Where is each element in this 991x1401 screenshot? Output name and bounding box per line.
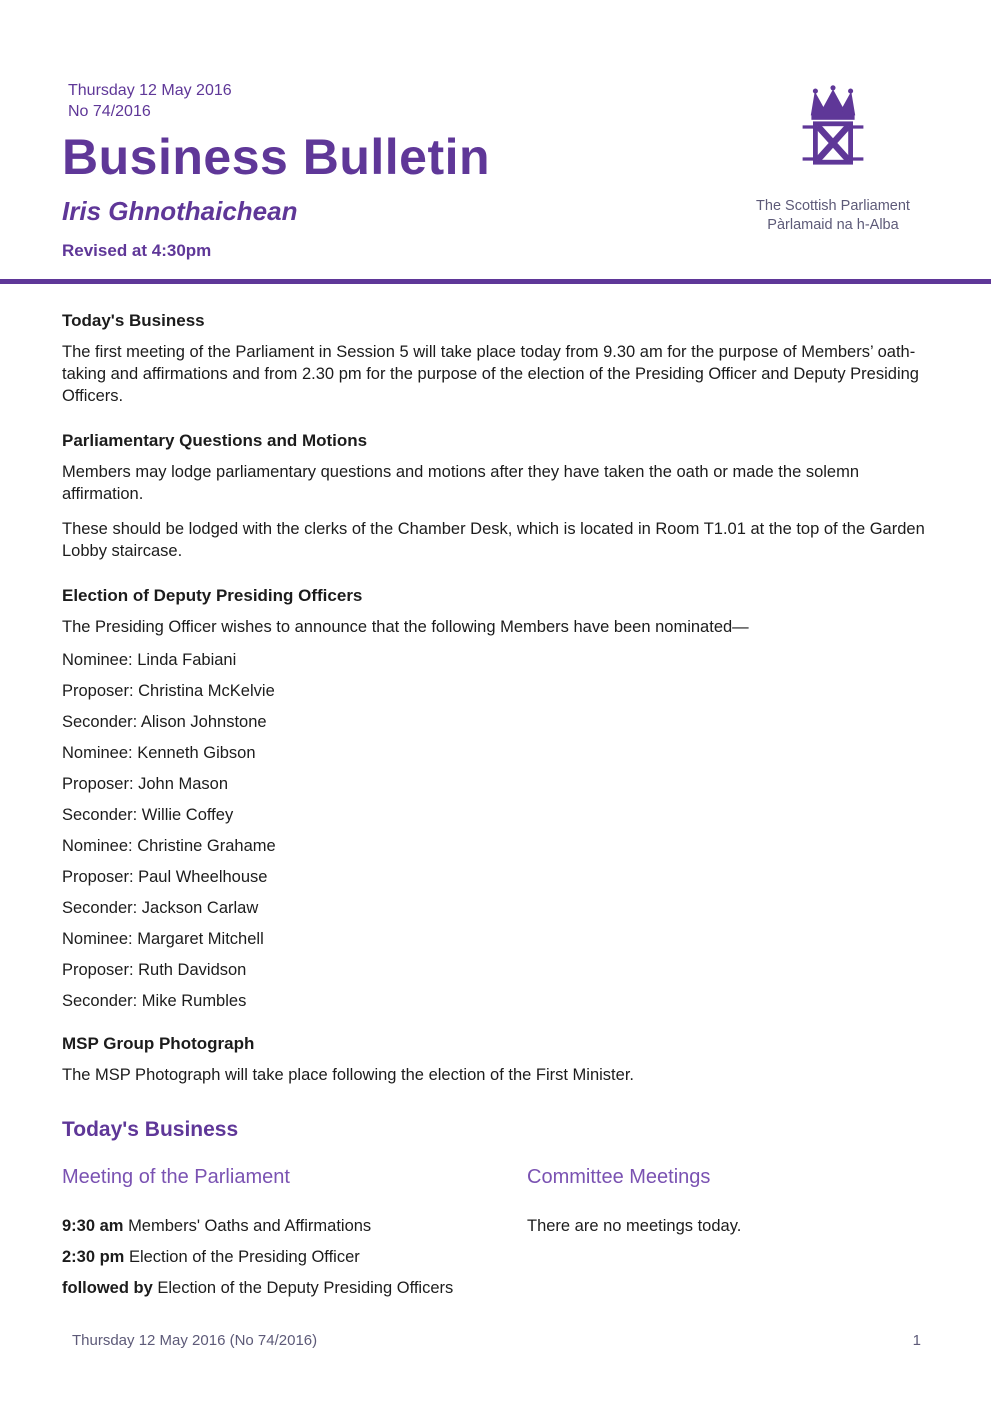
deputy-presiding-intro: The Presiding Officer wishes to announce that the following Members have been nominated— bbox=[62, 617, 749, 636]
nominations-list bbox=[62, 651, 931, 1010]
committees-status: There are no meetings today. bbox=[527, 1216, 742, 1235]
nomination-line: Seconder: Alison Johnstone bbox=[62, 712, 267, 731]
logo-text bbox=[733, 197, 933, 235]
section-heading-questions-motions: Parliamentary Questions and Motions bbox=[62, 430, 368, 450]
todays-business-paragraph: The first meeting of the Parliament in Session 5 will take place today from 9.30 am for the purpose of Members’ oath-taking and affirmations and from 2.30 pm for the purpose of the election of the Presiding Officer and Deputy Presiding Officers. bbox=[62, 342, 919, 405]
nomination-line: Seconder: Jackson Carlaw bbox=[62, 898, 259, 917]
document-body bbox=[0, 284, 991, 1308]
nomination-line: Nominee: Kenneth Gibson bbox=[62, 743, 256, 762]
masthead bbox=[62, 80, 733, 261]
nomination-line: Seconder: Mike Rumbles bbox=[62, 991, 247, 1010]
schedule-columns bbox=[62, 1156, 931, 1308]
schedule-item-text: Election of the Presiding Officer bbox=[128, 1247, 360, 1266]
footer-date: Thursday 12 May 2016 (No 74/2016) bbox=[72, 1332, 318, 1349]
issue-date: Thursday 12 May 2016 bbox=[68, 82, 232, 99]
page-title: Business Bulletin bbox=[62, 129, 491, 185]
parliament-column-heading: Meeting of the Parliament bbox=[62, 1165, 290, 1188]
footer-page-number: 1 bbox=[912, 1332, 921, 1349]
section-heading-todays-business: Today's Business bbox=[62, 310, 205, 330]
nomination-line: Nominee: Christine Grahame bbox=[62, 836, 276, 855]
questions-motions-paragraph-1: Members may lodge parliamentary questions and motions after they have taken the oath or made the solemn affirmation. bbox=[62, 462, 860, 503]
schedule-item-lead: 9:30 am bbox=[62, 1216, 124, 1235]
logo-line-english: The Scottish Parliament bbox=[756, 198, 910, 214]
nomination-line: Proposer: Ruth Davidson bbox=[62, 960, 247, 979]
schedule-item bbox=[62, 1215, 470, 1237]
committees-column bbox=[527, 1156, 931, 1308]
parliament-schedule bbox=[62, 1215, 527, 1299]
document-footer bbox=[72, 1332, 921, 1349]
logo-line-gaelic: Pàrlamaid na h-Alba bbox=[767, 217, 899, 233]
questions-motions-paragraph-2: These should be lodged with the clerks of the Chamber Desk, which is located in Room T1.01 at the top of the Garden Lobby staircase. bbox=[62, 519, 925, 560]
schedule-item-lead: 2:30 pm bbox=[62, 1247, 125, 1266]
nomination-line: Proposer: Paul Wheelhouse bbox=[62, 867, 268, 886]
schedule-item-text: Members' Oaths and Affirmations bbox=[128, 1216, 372, 1235]
issue-number: No 74/2016 bbox=[68, 103, 151, 120]
nomination-line: Proposer: Christina McKelvie bbox=[62, 681, 275, 700]
parliament-logo bbox=[733, 80, 933, 235]
section-heading-msp-photo: MSP Group Photograph bbox=[62, 1033, 255, 1053]
nomination-line: Nominee: Linda Fabiani bbox=[62, 650, 237, 669]
schedule-item-text: Election of the Deputy Presiding Officers bbox=[157, 1278, 454, 1297]
parliament-crest-icon bbox=[793, 82, 873, 188]
revised-time: Revised at 4:30pm bbox=[62, 240, 212, 260]
committees-column-heading: Committee Meetings bbox=[527, 1165, 711, 1188]
schedule-item bbox=[62, 1277, 470, 1299]
nomination-line: Nominee: Margaret Mitchell bbox=[62, 929, 264, 948]
section-heading-deputy-presiding: Election of Deputy Presiding Officers bbox=[62, 585, 363, 605]
schedule-item-lead: followed by bbox=[62, 1278, 153, 1297]
schedule-heading: Today's Business bbox=[62, 1117, 239, 1141]
parliament-column bbox=[62, 1156, 527, 1308]
gaelic-title: Iris Ghnothaichean bbox=[62, 195, 298, 226]
nomination-line: Proposer: John Mason bbox=[62, 774, 229, 793]
msp-photo-paragraph: The MSP Photograph will take place following the election of the First Minister. bbox=[62, 1065, 634, 1084]
schedule-item bbox=[62, 1246, 470, 1268]
document-header bbox=[0, 0, 991, 261]
nomination-line: Seconder: Willie Coffey bbox=[62, 805, 234, 824]
